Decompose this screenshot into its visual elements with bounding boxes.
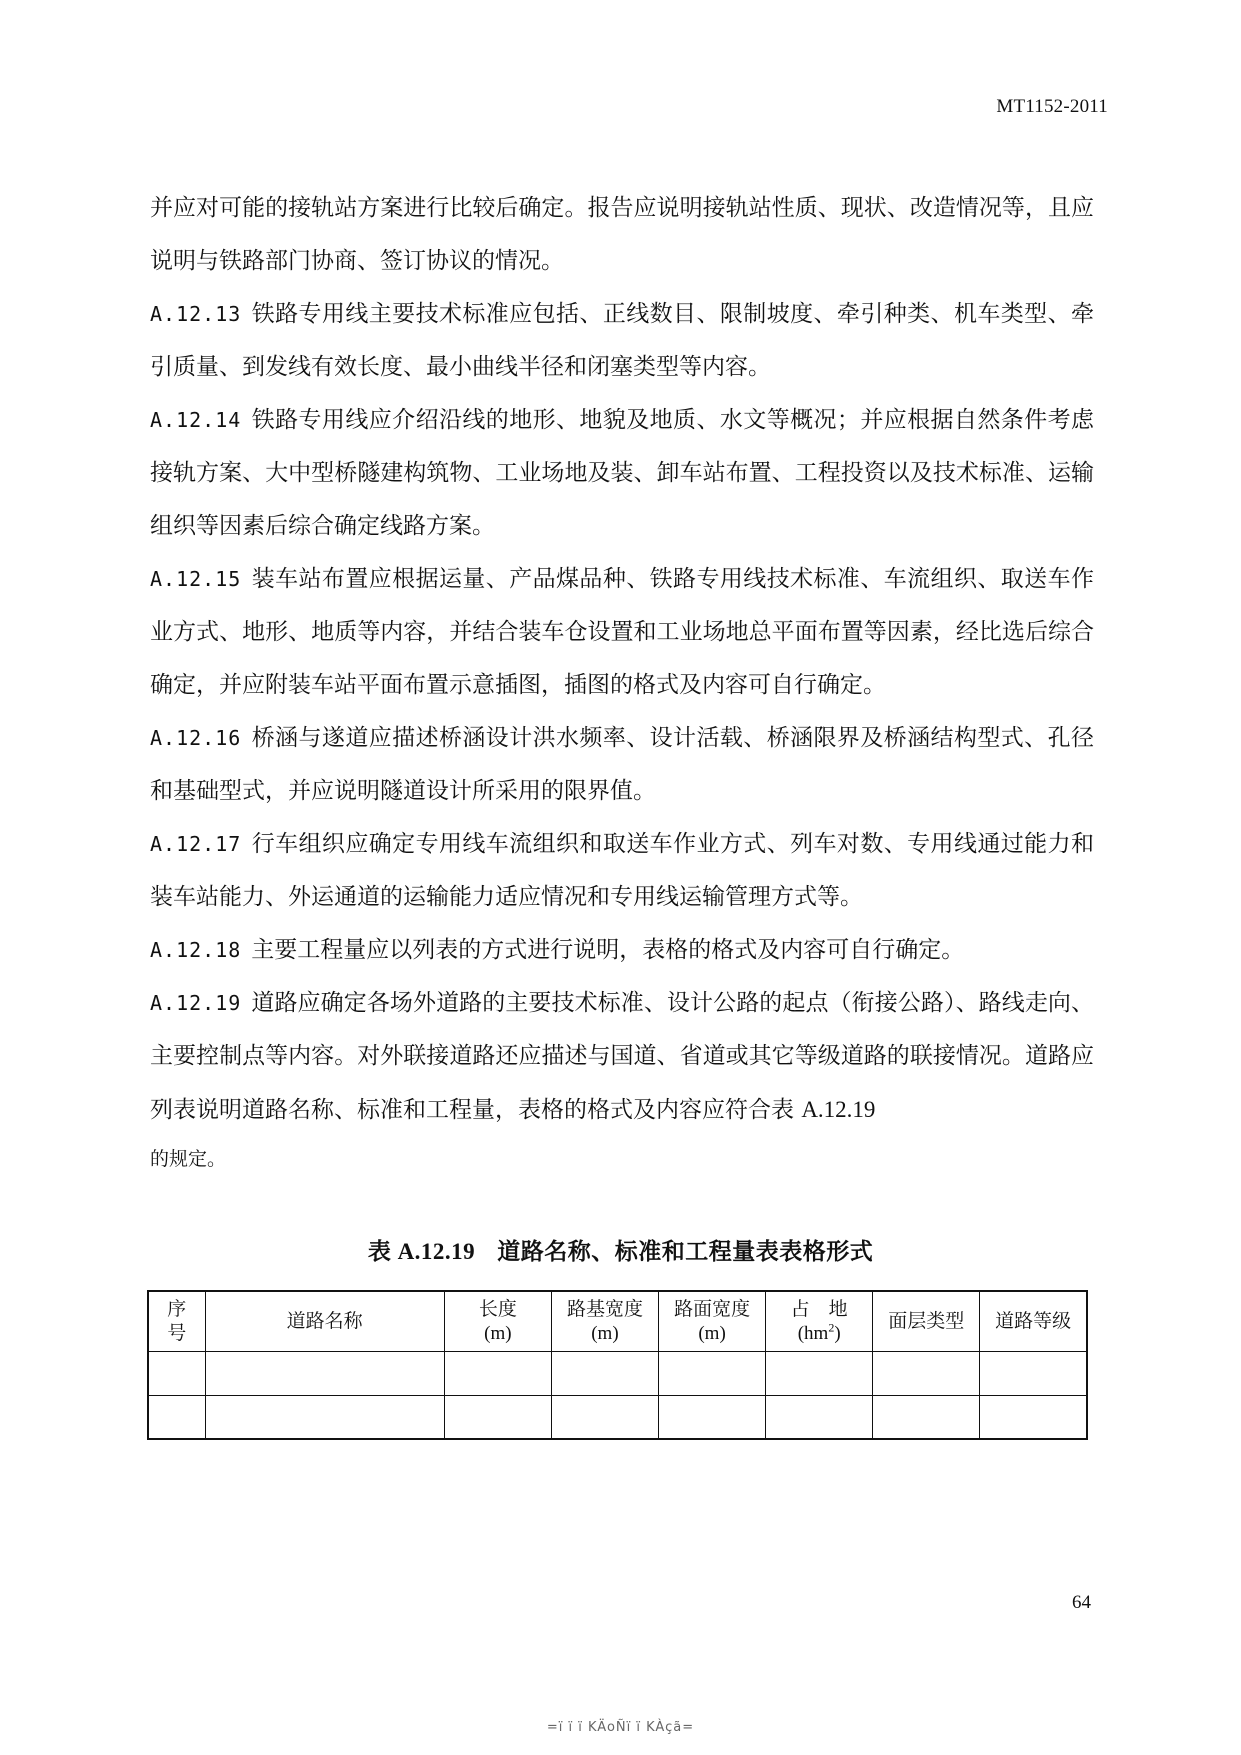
- clause-number: A.12.19: [150, 991, 242, 1015]
- clause-a1213: [150, 288, 1094, 394]
- header-pavement-width: 路面宽度 (m): [659, 1291, 766, 1351]
- table-row: [148, 1395, 1087, 1439]
- table-cell: [659, 1351, 766, 1395]
- header-length: 长度 (m): [444, 1291, 551, 1351]
- table-cell: [551, 1351, 658, 1395]
- document-body: [150, 182, 1094, 1179]
- clause-a1219: [150, 977, 1094, 1137]
- clause-a1214: [150, 394, 1094, 553]
- clause-text: 主要工程量应以列表的方式进行说明，表格的格式及内容可自行确定。: [251, 937, 965, 963]
- table-cell: [551, 1395, 658, 1439]
- clause-a1218: [150, 924, 1094, 977]
- page-number: 64: [1072, 1592, 1091, 1613]
- clause-a1215: [150, 553, 1094, 712]
- table-cell: [444, 1395, 551, 1439]
- standard-code: MT1152-2011: [996, 96, 1108, 117]
- road-table: [147, 1290, 1088, 1440]
- header-road-grade: 道路等级: [980, 1291, 1087, 1351]
- table-reference: A.12.19: [801, 1097, 876, 1122]
- table-title: [0, 1233, 1241, 1266]
- table-row: [148, 1351, 1087, 1395]
- clause-number: A.12.16: [150, 726, 242, 750]
- table-title-text: 道路名称、标准和工程量表表格形式: [497, 1238, 874, 1265]
- header-land-use: 占 地 $(hm^2)$: [766, 1291, 873, 1351]
- table-cell: [980, 1395, 1087, 1439]
- table-title-number: 表 A.12.19: [367, 1239, 476, 1264]
- intro-paragraph: 并应对可能的接轨站方案进行比较后确定。报告应说明接轨站性质、现状、改造情况等，且应说明与铁路部门协商、签订协议的情况。: [150, 195, 1094, 274]
- header-seq: 序 号: [148, 1291, 205, 1351]
- clause-a1216: [150, 712, 1094, 818]
- clause-text: 铁路专用线应介绍沿线的地形、地貌及地质、水文等概况；并应根据自然条件考虑接轨方案、大中型桥隧建构筑物、工业场地及装、卸车站布置、工程投资以及技术标准、运输组织等因素后综合确定线路方案。: [150, 407, 1094, 539]
- clause-text: 铁路专用线主要技术标准应包括、正线数目、限制坡度、牵引种类、机车类型、牵引质量、到发线有效长度、最小曲线半径和闭塞类型等内容。: [150, 301, 1094, 380]
- header-road-name: 道路名称: [205, 1291, 444, 1351]
- table-cell: [766, 1351, 873, 1395]
- clause-text: 道路应确定各场外道路的主要技术标准、设计公路的起点（衔接公路）、路线走向、主要控制点等内容。对外联接道路还应描述与国道、省道或其它等级道路的联接情况。道路应列表说明道路名称、标准和工程量，表格的格式及内容应符合表: [150, 990, 1094, 1123]
- footer-watermark: =ï ï ï KÄoÑï ï KÀçã=: [546, 1720, 695, 1735]
- table-cell: [148, 1351, 205, 1395]
- header-subgrade-width: 路基宽度 (m): [551, 1291, 658, 1351]
- clause-text: 装车站布置应根据运量、产品煤品种、铁路专用线技术标准、车流组织、取送车作业方式、地形、地质等内容，并结合装车仓设置和工业场地总平面布置等因素，经比选后综合确定，并应附装车站平面布置示意插图，插图的格式及内容可自行确定。: [150, 566, 1094, 698]
- clause-a1217: [150, 818, 1094, 924]
- clause-text: 桥涵与遂道应描述桥涵设计洪水频率、设计活载、桥涵限界及桥涵结构型式、孔径和基础型式，并应说明隧道设计所采用的限界值。: [150, 725, 1094, 804]
- table-cell: [148, 1395, 205, 1439]
- clause-number: A.12.17: [150, 832, 242, 856]
- clause-number: A.12.14: [150, 408, 242, 432]
- clause-number: A.12.13: [150, 302, 242, 326]
- clause-text: 行车组织应确定专用线车流组织和取送车作业方式、列车对数、专用线通过能力和装车站能力、外运通道的运输能力适应情况和专用线运输管理方式等。: [150, 831, 1094, 910]
- table-cell: [205, 1351, 444, 1395]
- table-cell: [873, 1395, 980, 1439]
- table-cell: [766, 1395, 873, 1439]
- clause-ending: 的规定。: [150, 1148, 227, 1170]
- table-cell: [873, 1351, 980, 1395]
- table-cell: [659, 1395, 766, 1439]
- table-cell: [980, 1351, 1087, 1395]
- clause-number: A.12.15: [150, 567, 242, 591]
- header-surface-type: 面层类型: [873, 1291, 980, 1351]
- table-header-row: [148, 1291, 1087, 1351]
- table-cell: [444, 1351, 551, 1395]
- table-cell: [205, 1395, 444, 1439]
- clause-number: A.12.18: [150, 938, 242, 962]
